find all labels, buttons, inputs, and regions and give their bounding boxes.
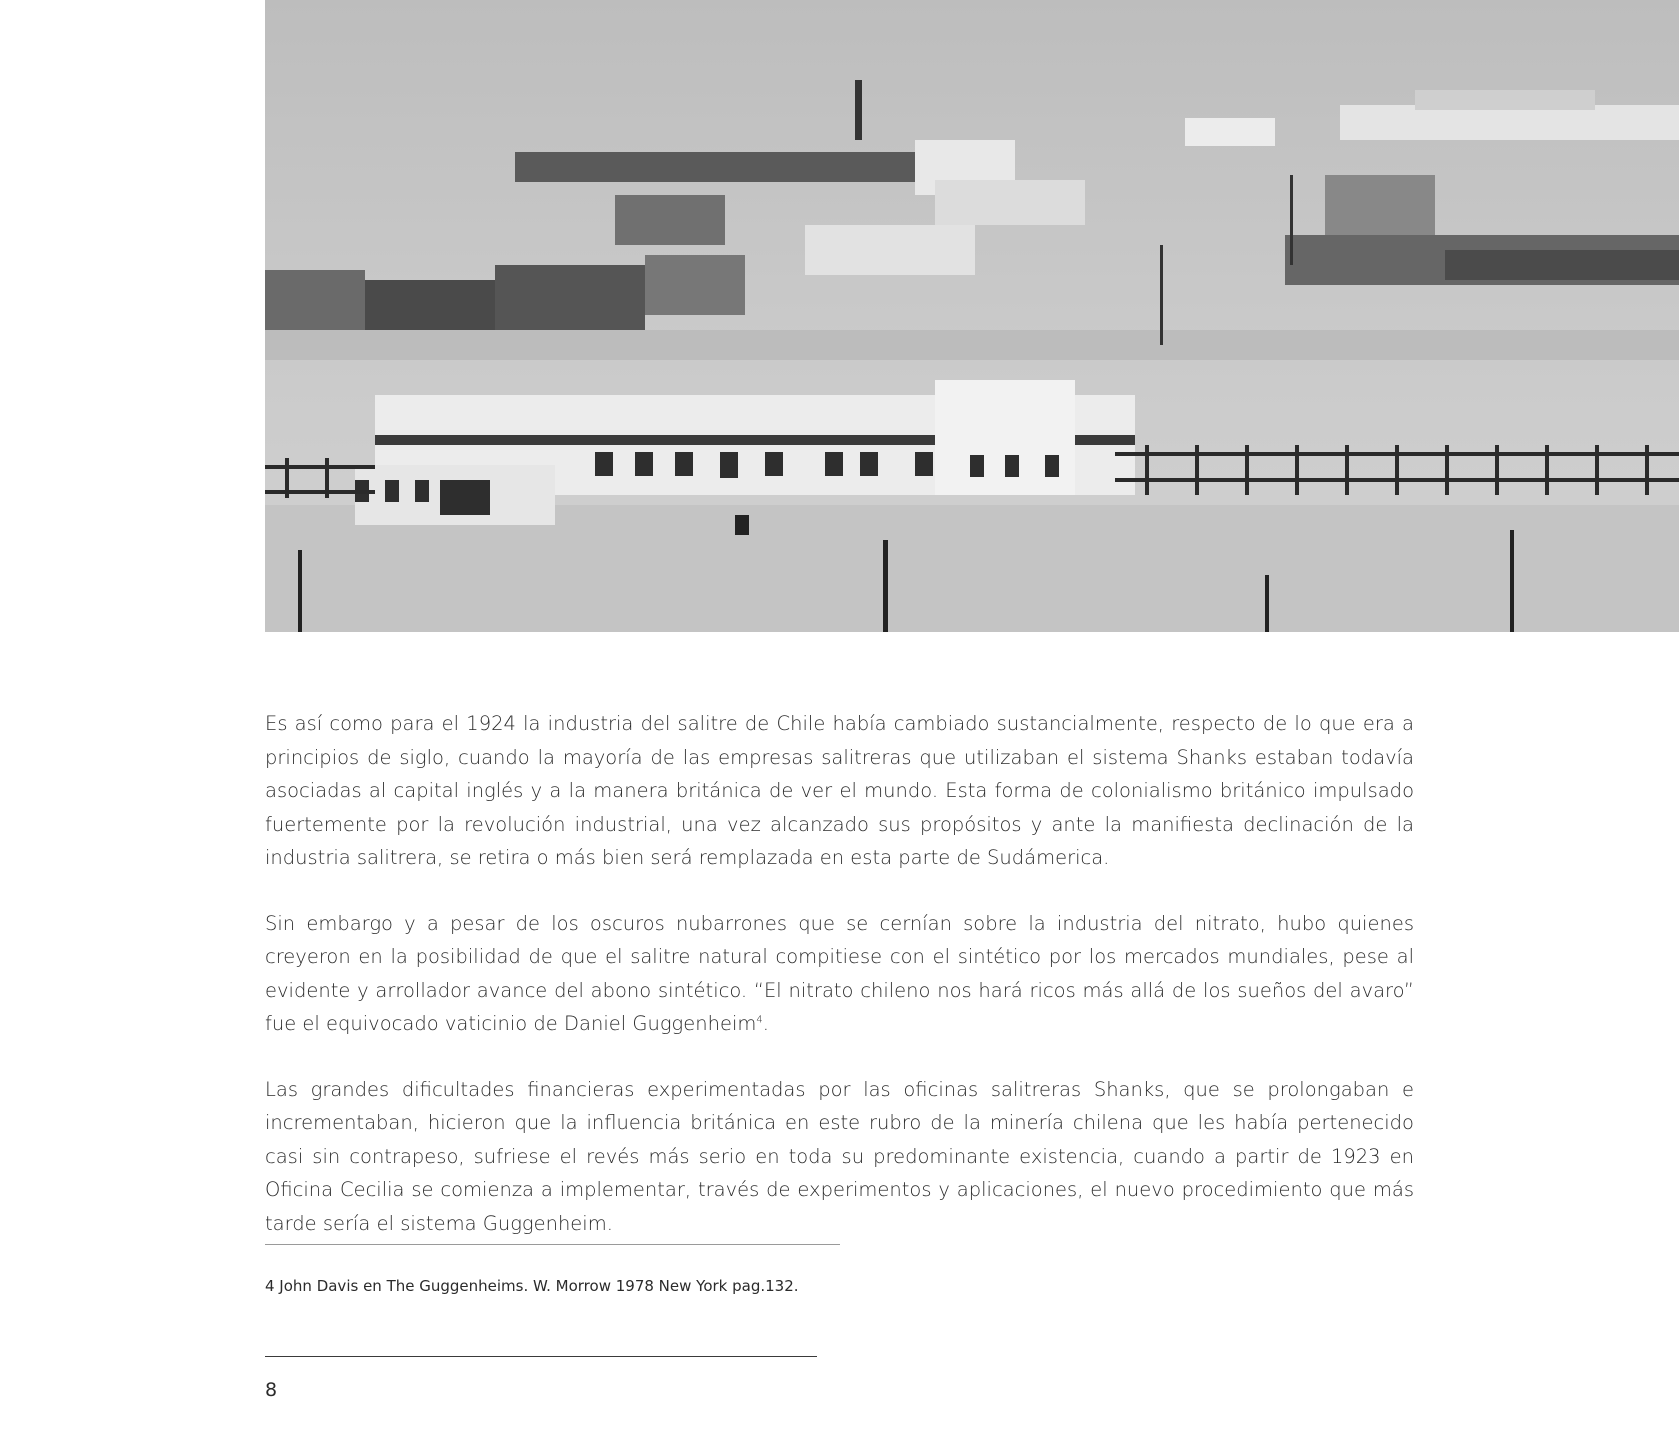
paragraph-3: Las grandes dificultades financieras experimentadas por las oficinas salitreras Shanks, que se prolongaban e incrementaban, hicieron que la influencia británica en este rubro de la minería chilena que les había pertenecido casi sin contrapeso, sufriese el revés más serio en toda su predominante existencia, cuando a partir de 1923 en Oficina Cecilia se comienza a implementar, través de experimentos y aplicaciones, el nuevo procedimiento que más tarde sería el sistema Guggenheim. bbox=[265, 1077, 1414, 1235]
paragraph-1: Es así como para el 1924 la industria del salitre de Chile había cambiado sustancialmente, respecto de lo que era a principios de siglo, cuando la mayoría de las empresas salitreras que utilizaban el sistema Shanks estaban todavía asociadas al capital inglés y a la manera británica de ver el mundo. Esta forma de colonialismo británico impulsado fuertemente por la revolución industrial, una vez alcanzado sus propósitos y ante la manifiesta declinación de la industria salitrera, se retira o más bien será remplazada en esta parte de Sudámerica. bbox=[265, 712, 1414, 869]
paragraph-2-suffix: . bbox=[762, 1012, 769, 1035]
footnote: 4 John Davis en The Guggenheims. W. Morrow 1978 New York pag.132. bbox=[265, 1277, 799, 1295]
paragraph-2-text: Sin embargo y a pesar de los oscuros nubarrones que se cernían sobre la industria del nitrato, hubo quienes creyeron en la posibilidad de que el salitre natural compitiese con el sintético por los mercados mundiales, pese al evidente y arrollador avance del abono sintético. “El nitrato chileno nos hará ricos más allá de los sueños del avaro” fue el equivocado vaticinio de Daniel Guggenheim bbox=[265, 911, 1414, 1035]
page-number: 8 bbox=[265, 1379, 278, 1401]
page-number-divider bbox=[265, 1356, 817, 1357]
footnote-reference[interactable]: 4 bbox=[756, 1014, 763, 1026]
historical-photo bbox=[265, 0, 1679, 632]
paragraph-2 bbox=[265, 907, 1414, 1041]
footnote-divider bbox=[265, 1244, 840, 1245]
body-text bbox=[265, 707, 1414, 1272]
photo-illustration bbox=[265, 0, 1679, 632]
